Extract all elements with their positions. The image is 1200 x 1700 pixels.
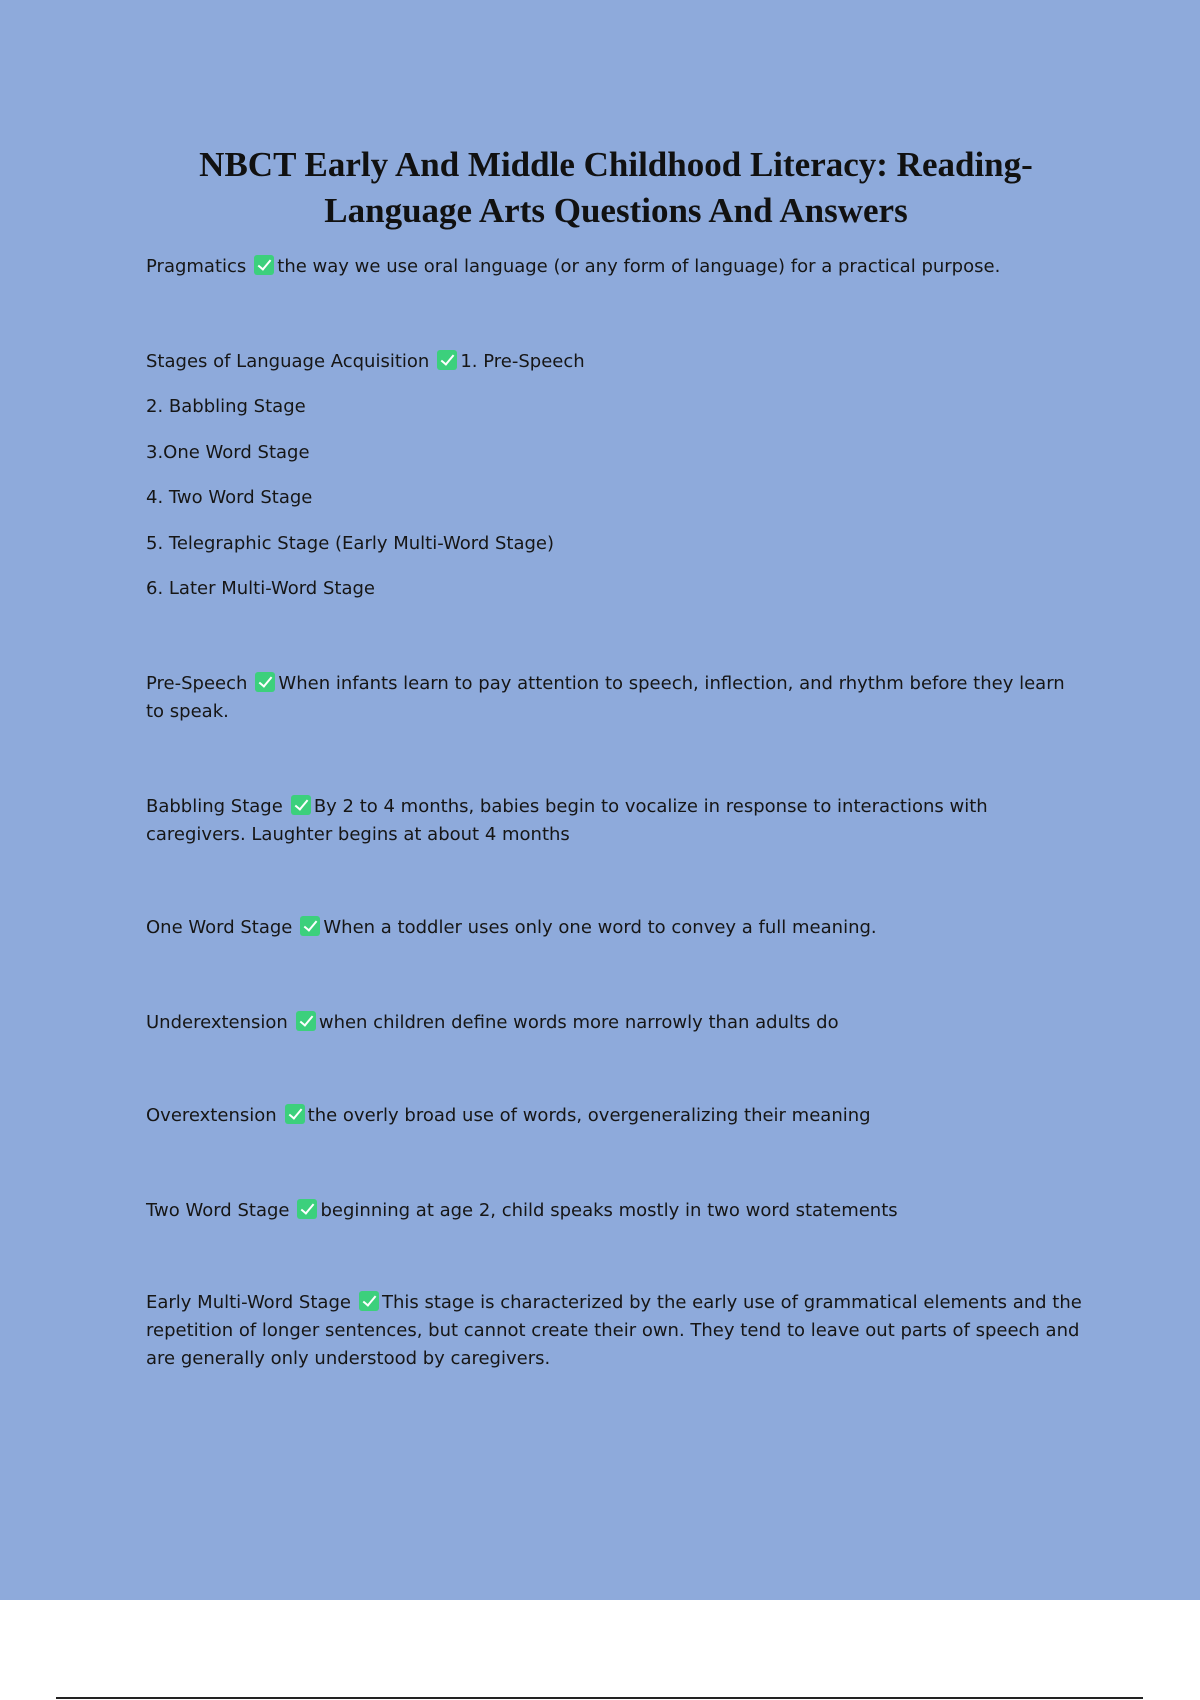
entry-term: Two Word Stage bbox=[146, 1200, 290, 1221]
title-line-1: NBCT Early And Middle Childhood Literacy: Reading- bbox=[199, 145, 1033, 184]
check-box-icon bbox=[255, 672, 275, 692]
document-title bbox=[146, 142, 1086, 234]
check-box-icon bbox=[359, 1291, 379, 1311]
entry-definition: This stage is characterized by the early use of grammatical elements and the repetition of longer sentences, but cannot create their own. They tend to leave out parts of speech and are generally only understood by caregivers. bbox=[146, 1292, 1082, 1369]
qa-entry-stages-of-language-acquisition bbox=[146, 348, 1086, 376]
qa-entry-babbling-stage bbox=[146, 793, 1086, 849]
check-box-icon bbox=[254, 255, 274, 275]
qa-entry-one-word-stage bbox=[146, 914, 1086, 942]
check-box-icon bbox=[300, 916, 320, 936]
qa-entry-pragmatics bbox=[146, 253, 1086, 281]
check-box-icon bbox=[291, 795, 311, 815]
stage-list-item: 6. Later Multi-Word Stage bbox=[146, 578, 375, 599]
stage-list-item: 3.One Word Stage bbox=[146, 442, 310, 463]
entry-term: Babbling Stage bbox=[146, 796, 283, 817]
qa-entry-early-multi-word-stage bbox=[146, 1289, 1086, 1373]
entry-term: Underextension bbox=[146, 1012, 288, 1033]
entry-definition: beginning at age 2, child speaks mostly in two word statements bbox=[320, 1200, 898, 1221]
entry-term: Overextension bbox=[146, 1105, 277, 1126]
qa-entry-two-word-stage bbox=[146, 1197, 1086, 1225]
entry-term: Pre-Speech bbox=[146, 673, 248, 694]
entry-definition: When a toddler uses only one word to convey a full meaning. bbox=[323, 917, 877, 938]
footer-divider bbox=[56, 1697, 1143, 1699]
stage-list-item: 2. Babbling Stage bbox=[146, 396, 306, 417]
entry-definition: the overly broad use of words, overgeneralizing their meaning bbox=[307, 1105, 871, 1126]
check-box-icon bbox=[296, 1011, 316, 1031]
stage-list-item: 4. Two Word Stage bbox=[146, 487, 313, 508]
check-box-icon bbox=[285, 1104, 305, 1124]
entry-term: Early Multi-Word Stage bbox=[146, 1292, 351, 1313]
check-box-icon bbox=[297, 1199, 317, 1219]
entry-definition: when children define words more narrowly than adults do bbox=[318, 1012, 839, 1033]
qa-entry-overextension bbox=[146, 1102, 1086, 1130]
qa-entry-underextension bbox=[146, 1009, 1086, 1037]
stage-list-item: 5. Telegraphic Stage (Early Multi-Word Stage) bbox=[146, 533, 555, 554]
qa-entry-pre-speech bbox=[146, 670, 1086, 726]
entry-definition: 1. Pre-Speech bbox=[460, 351, 585, 372]
entry-term: Pragmatics bbox=[146, 256, 247, 277]
entry-definition: By 2 to 4 months, babies begin to vocalize in response to interactions with caregivers. Laughter begins at about 4 months bbox=[146, 796, 988, 845]
title-line-2: Language Arts Questions And Answers bbox=[324, 191, 908, 230]
entry-term: One Word Stage bbox=[146, 917, 293, 938]
entry-definition: the way we use oral language (or any form of language) for a practical purpose. bbox=[277, 256, 1001, 277]
entry-term: Stages of Language Acquisition bbox=[146, 351, 430, 372]
check-box-icon bbox=[437, 350, 457, 370]
entry-definition: When infants learn to pay attention to speech, inflection, and rhythm before they learn to speak. bbox=[146, 673, 1065, 722]
